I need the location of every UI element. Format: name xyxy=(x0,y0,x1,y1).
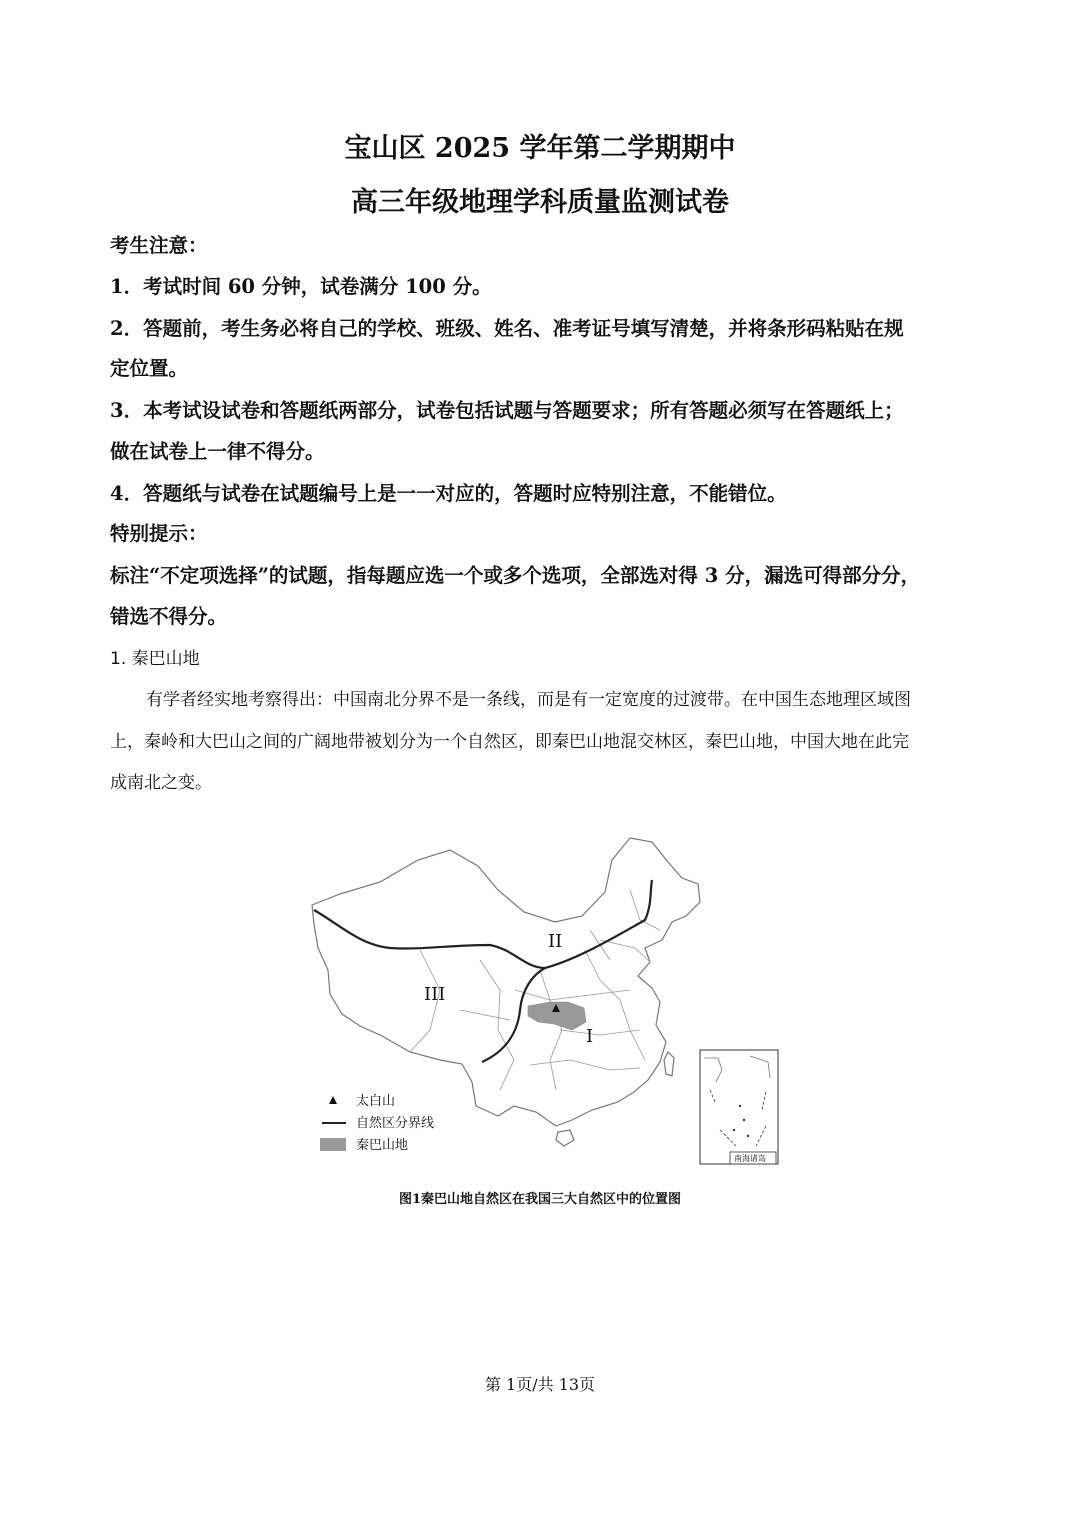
tip-heading: 特别提示： xyxy=(110,522,208,545)
title-line-1: 宝山区 2025 学年第二学期期中 xyxy=(344,133,736,164)
legend-peak-icon xyxy=(329,1096,337,1104)
title-line-2: 高三年级地理学科质量监测试卷 xyxy=(351,187,729,218)
notice-item-1: 1．考试时间 60 分钟，试卷满分 100 分。 xyxy=(110,275,492,298)
notice-item-3a: 3．本考试设试卷和答题纸两部分，试卷包括试题与答题要求；所有答题必须写在答题纸上； xyxy=(110,399,904,422)
notice-item-2b: 定位置。 xyxy=(110,357,189,380)
notice-item-2a: 2．答题前，考生务必将自己的学校、班级、姓名、准考证号填写清楚，并将条形码粘贴在规 xyxy=(110,317,904,340)
question-1-label: 1. 秦巴山地 xyxy=(110,649,200,669)
china-outline xyxy=(312,838,700,1126)
tip-text-b: 错选不得分。 xyxy=(110,605,228,628)
notice-heading: 考生注意： xyxy=(110,234,208,257)
question-1-para-c: 成南北之变。 xyxy=(110,773,212,793)
region-II-label: II xyxy=(548,931,563,952)
hainan-island xyxy=(556,1130,574,1146)
question-1-para-a: 有学者经实地考察得出：中国南北分界不是一条线，而是有一定宽度的过渡带。在中国生态地理区域图 xyxy=(146,690,911,710)
notice-item-4: 4．答题纸与试卷在试题编号上是一一对应的，答题时应特别注意，不能错位。 xyxy=(110,482,787,505)
south-china-sea-inset xyxy=(700,1050,778,1164)
question-1-para-b: 上，秦岭和大巴山之间的广阔地带被划分为一个自然区，即秦巴山地混交林区，秦巴山地，中国大地在此完 xyxy=(110,732,909,752)
map-legend xyxy=(320,1093,434,1153)
region-III-label: III xyxy=(424,984,446,1005)
map-caption: 图1秦巴山地自然区在我国三大自然区中的位置图 xyxy=(398,1192,682,1207)
page-footer: 第 1页/共 13页 xyxy=(484,1375,596,1394)
legend-area-icon xyxy=(320,1138,346,1151)
notice-item-3b: 做在试卷上一律不得分。 xyxy=(110,440,325,463)
legend-peak-label: 太白山 xyxy=(356,1094,396,1109)
legend-line-label: 自然区分界线 xyxy=(356,1116,435,1131)
inset-label: 南海诸岛 xyxy=(734,1154,766,1163)
region-I-label: I xyxy=(586,1026,594,1047)
tip-text-a: 标注“不定项选择”的试题，指每题应选一个或多个选项，全部选对得 3 分，漏选可得部分分， xyxy=(110,564,921,587)
taiwan-island xyxy=(664,1052,674,1076)
china-map-figure xyxy=(300,830,790,1175)
legend-area-label: 秦巴山地 xyxy=(356,1138,409,1153)
